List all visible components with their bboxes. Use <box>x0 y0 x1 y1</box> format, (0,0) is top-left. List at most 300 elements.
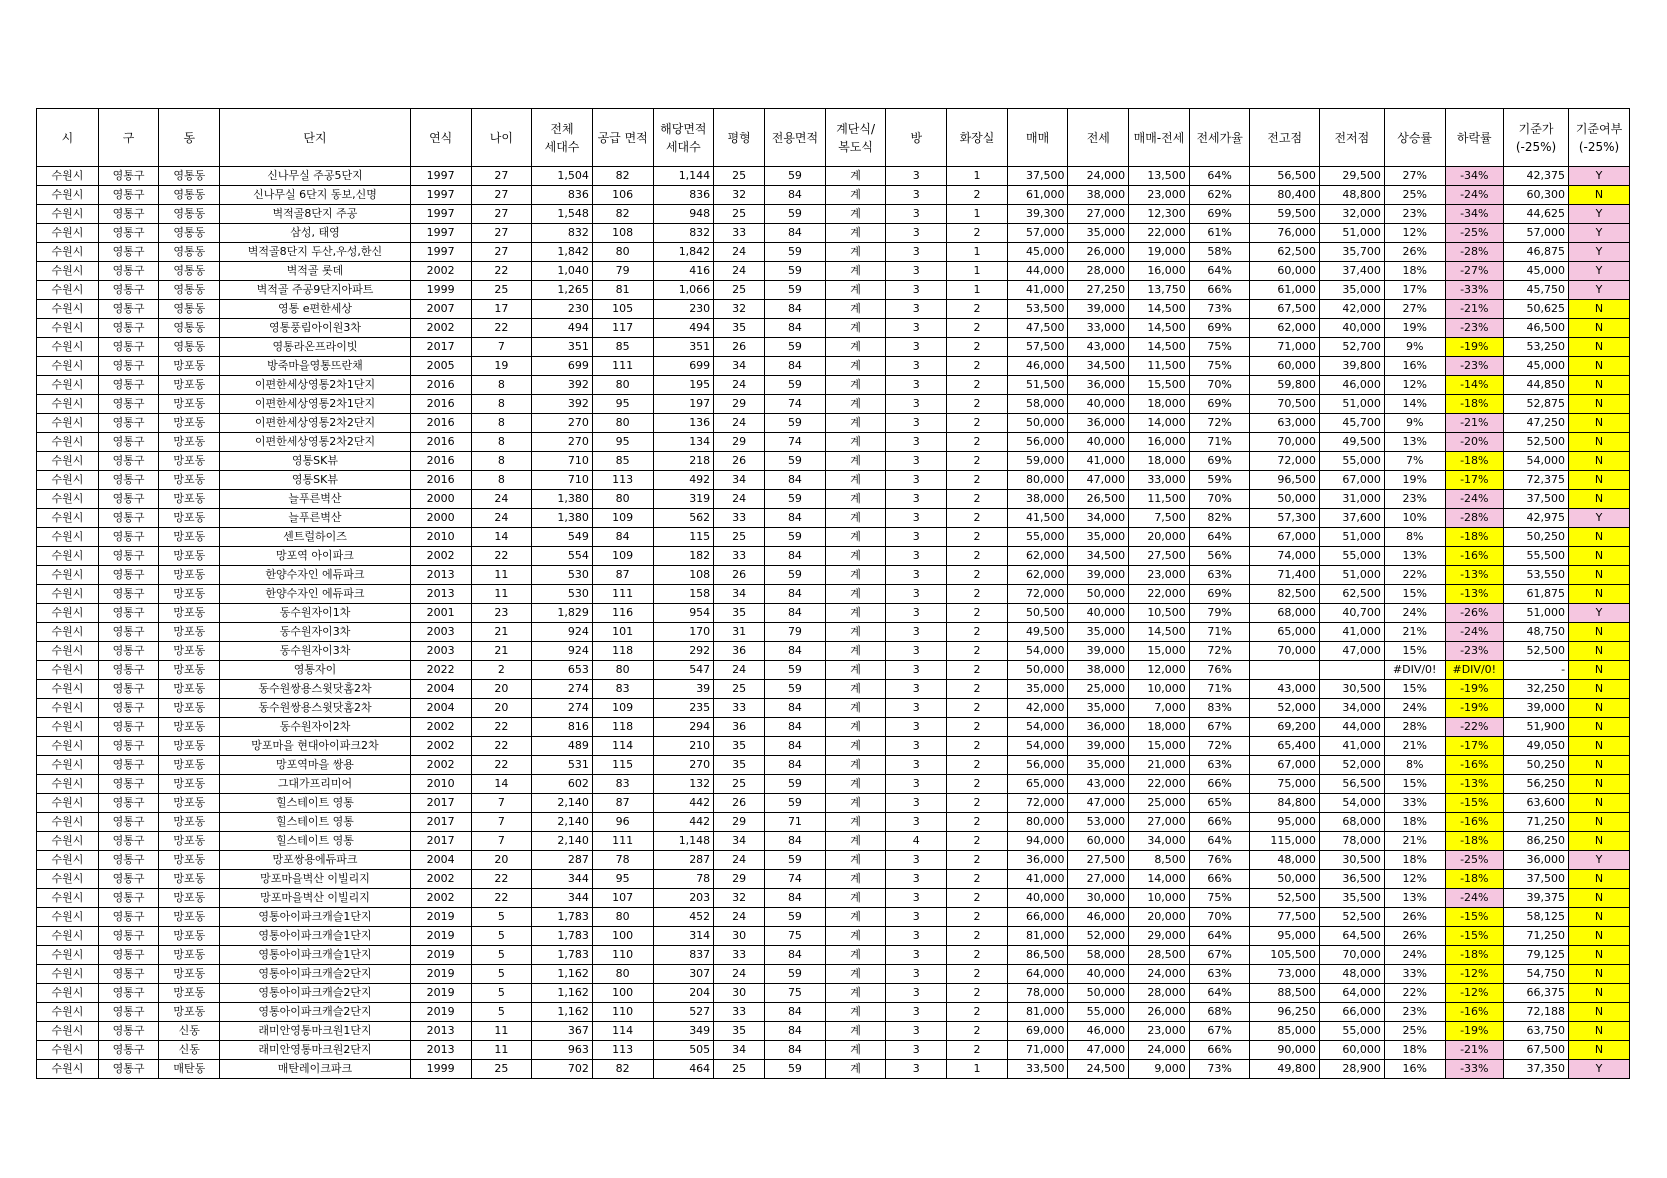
gap-cell: 11,500 <box>1129 490 1190 509</box>
sale-price-cell: 35,000 <box>1007 680 1068 699</box>
year-cell: 1997 <box>410 224 471 243</box>
table-row <box>37 395 1630 414</box>
year-cell: 2002 <box>410 756 471 775</box>
households-cell: 836 <box>532 186 593 205</box>
dong-cell: 망포동 <box>159 376 220 395</box>
dong-cell: 망포동 <box>159 680 220 699</box>
sale-price-cell: 94,000 <box>1007 832 1068 851</box>
table-row <box>37 433 1630 452</box>
peak-price-cell: 67,500 <box>1250 300 1319 319</box>
base-price-cell: 44,850 <box>1504 376 1569 395</box>
year-cell: 2016 <box>410 376 471 395</box>
bathrooms-cell: 2 <box>947 718 1008 737</box>
jeonse-ratio-cell: 70% <box>1189 908 1250 927</box>
low-price-cell: 56,500 <box>1319 775 1384 794</box>
low-price-cell: 35,500 <box>1319 889 1384 908</box>
stair-type-cell: 계 <box>825 224 886 243</box>
city-cell: 수원시 <box>37 414 99 433</box>
supply-area-cell: 95 <box>592 395 653 414</box>
supply-area-cell: 78 <box>592 851 653 870</box>
gap-cell: 14,500 <box>1129 338 1190 357</box>
supply-area-cell: 100 <box>592 927 653 946</box>
rooms-cell: 3 <box>886 414 947 433</box>
exclusive-area-cell: 84 <box>765 604 826 623</box>
rise-rate-cell: 19% <box>1384 471 1445 490</box>
pyeong-cell: 26 <box>714 452 765 471</box>
jeonse-ratio-cell: 66% <box>1189 775 1250 794</box>
base-flag-cell: Y <box>1569 262 1630 281</box>
complex-cell: 동수원자이2차 <box>220 718 411 737</box>
gap-cell: 12,000 <box>1129 661 1190 680</box>
fall-rate-cell: -15% <box>1445 794 1504 813</box>
table-row <box>37 642 1630 661</box>
complex-cell: 벽적골8단지 두산,우성,한신 <box>220 243 411 262</box>
age-cell: 2 <box>471 661 532 680</box>
year-cell: 2002 <box>410 737 471 756</box>
table-row <box>37 832 1630 851</box>
base-price-cell: 32,250 <box>1504 680 1569 699</box>
district-cell: 영통구 <box>98 927 159 946</box>
column-header: 동 <box>159 109 220 167</box>
area-households-cell: 351 <box>653 338 714 357</box>
gap-cell: 33,000 <box>1129 471 1190 490</box>
rooms-cell: 3 <box>886 1003 947 1022</box>
stair-type-cell: 계 <box>825 395 886 414</box>
gap-cell: 25,000 <box>1129 794 1190 813</box>
rooms-cell: 3 <box>886 319 947 338</box>
fall-rate-cell: -18% <box>1445 452 1504 471</box>
table-row <box>37 737 1630 756</box>
pyeong-cell: 33 <box>714 946 765 965</box>
fall-rate-cell: -15% <box>1445 927 1504 946</box>
city-cell: 수원시 <box>37 585 99 604</box>
age-cell: 7 <box>471 813 532 832</box>
exclusive-area-cell: 75 <box>765 927 826 946</box>
age-cell: 27 <box>471 186 532 205</box>
jeonse-price-cell: 27,500 <box>1068 851 1129 870</box>
table-row <box>37 965 1630 984</box>
jeonse-price-cell: 60,000 <box>1068 832 1129 851</box>
city-cell: 수원시 <box>37 1041 99 1060</box>
peak-price-cell: 76,000 <box>1250 224 1319 243</box>
jeonse-price-cell: 39,000 <box>1068 737 1129 756</box>
bathrooms-cell: 2 <box>947 984 1008 1003</box>
complex-cell: 래미안영통마크원2단지 <box>220 1041 411 1060</box>
dong-cell: 망포동 <box>159 547 220 566</box>
city-cell: 수원시 <box>37 870 99 889</box>
rooms-cell: 4 <box>886 832 947 851</box>
stair-type-cell: 계 <box>825 300 886 319</box>
stair-type-cell: 계 <box>825 433 886 452</box>
age-cell: 5 <box>471 984 532 1003</box>
pyeong-cell: 29 <box>714 870 765 889</box>
table-row <box>37 661 1630 680</box>
jeonse-ratio-cell: 64% <box>1189 832 1250 851</box>
jeonse-ratio-cell: 63% <box>1189 965 1250 984</box>
year-cell: 2002 <box>410 889 471 908</box>
dong-cell: 망포동 <box>159 452 220 471</box>
sale-price-cell: 37,500 <box>1007 167 1068 186</box>
households-cell: 1,783 <box>532 927 593 946</box>
base-price-cell: 48,750 <box>1504 623 1569 642</box>
column-header: 전체 세대수 <box>532 109 593 167</box>
supply-area-cell: 105 <box>592 300 653 319</box>
rooms-cell: 3 <box>886 167 947 186</box>
age-cell: 5 <box>471 908 532 927</box>
sale-price-cell: 86,500 <box>1007 946 1068 965</box>
pyeong-cell: 25 <box>714 680 765 699</box>
district-cell: 영통구 <box>98 604 159 623</box>
sale-price-cell: 51,500 <box>1007 376 1068 395</box>
rooms-cell: 3 <box>886 699 947 718</box>
rooms-cell: 3 <box>886 357 947 376</box>
complex-cell: 영통아이파크캐슬1단지 <box>220 927 411 946</box>
dong-cell: 망포동 <box>159 661 220 680</box>
households-cell: 530 <box>532 566 593 585</box>
jeonse-price-cell: 24,000 <box>1068 167 1129 186</box>
base-price-cell: 37,500 <box>1504 490 1569 509</box>
city-cell: 수원시 <box>37 756 99 775</box>
dong-cell: 망포동 <box>159 794 220 813</box>
pyeong-cell: 33 <box>714 509 765 528</box>
households-cell: 1,783 <box>532 908 593 927</box>
dong-cell: 망포동 <box>159 775 220 794</box>
exclusive-area-cell: 84 <box>765 186 826 205</box>
fall-rate-cell: -18% <box>1445 870 1504 889</box>
bathrooms-cell: 1 <box>947 243 1008 262</box>
rise-rate-cell: 15% <box>1384 642 1445 661</box>
column-header: 매매-전세 <box>1129 109 1190 167</box>
year-cell: 2005 <box>410 357 471 376</box>
pyeong-cell: 36 <box>714 718 765 737</box>
age-cell: 22 <box>471 262 532 281</box>
pyeong-cell: 29 <box>714 813 765 832</box>
dong-cell: 망포동 <box>159 585 220 604</box>
supply-area-cell: 80 <box>592 376 653 395</box>
fall-rate-cell: -19% <box>1445 338 1504 357</box>
sale-price-cell: 41,000 <box>1007 870 1068 889</box>
pyeong-cell: 34 <box>714 471 765 490</box>
age-cell: 8 <box>471 414 532 433</box>
bathrooms-cell: 2 <box>947 1041 1008 1060</box>
base-price-cell: 45,000 <box>1504 357 1569 376</box>
households-cell: 270 <box>532 414 593 433</box>
pyeong-cell: 26 <box>714 566 765 585</box>
rooms-cell: 3 <box>886 661 947 680</box>
bathrooms-cell: 2 <box>947 927 1008 946</box>
base-flag-cell: N <box>1569 813 1630 832</box>
stair-type-cell: 계 <box>825 794 886 813</box>
district-cell: 영통구 <box>98 699 159 718</box>
gap-cell: 14,500 <box>1129 300 1190 319</box>
rooms-cell: 3 <box>886 186 947 205</box>
jeonse-ratio-cell: 56% <box>1189 547 1250 566</box>
table-row <box>37 984 1630 1003</box>
column-header: 계단식/ 복도식 <box>825 109 886 167</box>
city-cell: 수원시 <box>37 167 99 186</box>
rooms-cell: 3 <box>886 870 947 889</box>
year-cell: 2002 <box>410 718 471 737</box>
fall-rate-cell: -28% <box>1445 509 1504 528</box>
stair-type-cell: 계 <box>825 376 886 395</box>
age-cell: 7 <box>471 338 532 357</box>
gap-cell: 27,000 <box>1129 813 1190 832</box>
area-households-cell: 505 <box>653 1041 714 1060</box>
bathrooms-cell: 2 <box>947 908 1008 927</box>
jeonse-ratio-cell: 76% <box>1189 851 1250 870</box>
table-row <box>37 262 1630 281</box>
exclusive-area-cell: 84 <box>765 832 826 851</box>
age-cell: 8 <box>471 471 532 490</box>
sale-price-cell: 64,000 <box>1007 965 1068 984</box>
base-flag-cell: N <box>1569 718 1630 737</box>
peak-price-cell: 71,000 <box>1250 338 1319 357</box>
fall-rate-cell: -20% <box>1445 433 1504 452</box>
base-price-cell: 52,875 <box>1504 395 1569 414</box>
jeonse-ratio-cell: 73% <box>1189 300 1250 319</box>
city-cell: 수원시 <box>37 452 99 471</box>
base-price-cell: 60,300 <box>1504 186 1569 205</box>
stair-type-cell: 계 <box>825 889 886 908</box>
dong-cell: 망포동 <box>159 471 220 490</box>
households-cell: 270 <box>532 433 593 452</box>
pyeong-cell: 34 <box>714 585 765 604</box>
jeonse-price-cell: 53,000 <box>1068 813 1129 832</box>
pyeong-cell: 32 <box>714 300 765 319</box>
sale-price-cell: 41,000 <box>1007 281 1068 300</box>
complex-cell: 이편한세상영통2차1단지 <box>220 376 411 395</box>
year-cell: 2004 <box>410 680 471 699</box>
supply-area-cell: 111 <box>592 832 653 851</box>
rise-rate-cell: 13% <box>1384 889 1445 908</box>
year-cell: 2019 <box>410 927 471 946</box>
dong-cell: 영통동 <box>159 167 220 186</box>
rooms-cell: 3 <box>886 452 947 471</box>
dong-cell: 망포동 <box>159 908 220 927</box>
rooms-cell: 3 <box>886 851 947 870</box>
area-households-cell: 197 <box>653 395 714 414</box>
gap-cell: 15,500 <box>1129 376 1190 395</box>
city-cell: 수원시 <box>37 965 99 984</box>
fall-rate-cell: -19% <box>1445 680 1504 699</box>
base-price-cell: 50,250 <box>1504 756 1569 775</box>
sale-price-cell: 62,000 <box>1007 547 1068 566</box>
peak-price-cell: 77,500 <box>1250 908 1319 927</box>
stair-type-cell: 계 <box>825 414 886 433</box>
peak-price-cell: 62,000 <box>1250 319 1319 338</box>
stair-type-cell: 계 <box>825 452 886 471</box>
households-cell: 653 <box>532 661 593 680</box>
gap-cell: 18,000 <box>1129 395 1190 414</box>
peak-price-cell: 59,800 <box>1250 376 1319 395</box>
year-cell: 2016 <box>410 433 471 452</box>
fall-rate-cell: #DIV/0! <box>1445 661 1504 680</box>
complex-cell: 힐스테이트 영통 <box>220 832 411 851</box>
exclusive-area-cell: 84 <box>765 547 826 566</box>
peak-price-cell: 63,000 <box>1250 414 1319 433</box>
rooms-cell: 3 <box>886 281 947 300</box>
pyeong-cell: 24 <box>714 376 765 395</box>
gap-cell: 14,000 <box>1129 870 1190 889</box>
year-cell: 2013 <box>410 585 471 604</box>
supply-area-cell: 83 <box>592 680 653 699</box>
low-price-cell: 52,500 <box>1319 908 1384 927</box>
low-price-cell: 46,000 <box>1319 376 1384 395</box>
supply-area-cell: 100 <box>592 984 653 1003</box>
base-price-cell: 63,750 <box>1504 1022 1569 1041</box>
base-price-cell: 55,500 <box>1504 547 1569 566</box>
complex-cell: 늘푸른벽산 <box>220 490 411 509</box>
exclusive-area-cell: 59 <box>765 661 826 680</box>
rooms-cell: 3 <box>886 737 947 756</box>
city-cell: 수원시 <box>37 908 99 927</box>
district-cell: 영통구 <box>98 319 159 338</box>
base-flag-cell: N <box>1569 775 1630 794</box>
complex-cell: 신나무실 6단지 동보,신명 <box>220 186 411 205</box>
pyeong-cell: 35 <box>714 604 765 623</box>
base-price-cell: 37,350 <box>1504 1060 1569 1079</box>
age-cell: 14 <box>471 775 532 794</box>
sale-price-cell: 50,500 <box>1007 604 1068 623</box>
peak-price-cell: 115,000 <box>1250 832 1319 851</box>
bathrooms-cell: 2 <box>947 585 1008 604</box>
bathrooms-cell: 2 <box>947 813 1008 832</box>
pyeong-cell: 24 <box>714 908 765 927</box>
complex-cell: 이편한세상영통2차2단지 <box>220 414 411 433</box>
age-cell: 5 <box>471 927 532 946</box>
area-households-cell: 547 <box>653 661 714 680</box>
age-cell: 7 <box>471 832 532 851</box>
table-row <box>37 338 1630 357</box>
bathrooms-cell: 2 <box>947 490 1008 509</box>
low-price-cell: 52,700 <box>1319 338 1384 357</box>
fall-rate-cell: -27% <box>1445 262 1504 281</box>
sale-price-cell: 53,500 <box>1007 300 1068 319</box>
year-cell: 2016 <box>410 414 471 433</box>
rooms-cell: 3 <box>886 756 947 775</box>
base-price-cell: 86,250 <box>1504 832 1569 851</box>
city-cell: 수원시 <box>37 1022 99 1041</box>
city-cell: 수원시 <box>37 376 99 395</box>
gap-cell: 14,000 <box>1129 414 1190 433</box>
dong-cell: 영통동 <box>159 319 220 338</box>
base-flag-cell: Y <box>1569 243 1630 262</box>
rooms-cell: 3 <box>886 471 947 490</box>
rooms-cell: 3 <box>886 775 947 794</box>
peak-price-cell: 65,000 <box>1250 623 1319 642</box>
gap-cell: 14,500 <box>1129 623 1190 642</box>
households-cell: 963 <box>532 1041 593 1060</box>
jeonse-price-cell: 36,000 <box>1068 376 1129 395</box>
jeonse-ratio-cell: 62% <box>1189 186 1250 205</box>
rise-rate-cell: 12% <box>1384 224 1445 243</box>
jeonse-price-cell: 36,000 <box>1068 414 1129 433</box>
low-price-cell: 64,500 <box>1319 927 1384 946</box>
households-cell: 274 <box>532 699 593 718</box>
exclusive-area-cell: 84 <box>765 946 826 965</box>
base-flag-cell: N <box>1569 452 1630 471</box>
rooms-cell: 3 <box>886 490 947 509</box>
year-cell: 1997 <box>410 186 471 205</box>
jeonse-price-cell: 34,500 <box>1068 357 1129 376</box>
fall-rate-cell: -24% <box>1445 623 1504 642</box>
households-cell: 1,380 <box>532 509 593 528</box>
pyeong-cell: 25 <box>714 167 765 186</box>
peak-price-cell: 69,200 <box>1250 718 1319 737</box>
age-cell: 17 <box>471 300 532 319</box>
column-header: 연식 <box>410 109 471 167</box>
base-price-cell: - <box>1504 661 1569 680</box>
rise-rate-cell: 13% <box>1384 547 1445 566</box>
jeonse-ratio-cell: 71% <box>1189 623 1250 642</box>
pyeong-cell: 34 <box>714 1041 765 1060</box>
area-households-cell: 416 <box>653 262 714 281</box>
jeonse-price-cell: 27,000 <box>1068 870 1129 889</box>
complex-cell: 이편한세상영통2차1단지 <box>220 395 411 414</box>
exclusive-area-cell: 59 <box>765 452 826 471</box>
age-cell: 5 <box>471 1003 532 1022</box>
jeonse-ratio-cell: 75% <box>1189 338 1250 357</box>
stair-type-cell: 계 <box>825 1041 886 1060</box>
gap-cell: 23,000 <box>1129 566 1190 585</box>
age-cell: 20 <box>471 851 532 870</box>
rooms-cell: 3 <box>886 243 947 262</box>
fall-rate-cell: -24% <box>1445 490 1504 509</box>
dong-cell: 망포동 <box>159 490 220 509</box>
sale-price-cell: 55,000 <box>1007 528 1068 547</box>
pyeong-cell: 25 <box>714 281 765 300</box>
district-cell: 영통구 <box>98 471 159 490</box>
exclusive-area-cell: 84 <box>765 471 826 490</box>
low-price-cell: 37,400 <box>1319 262 1384 281</box>
city-cell: 수원시 <box>37 205 99 224</box>
low-price-cell: 44,000 <box>1319 718 1384 737</box>
fall-rate-cell: -33% <box>1445 281 1504 300</box>
jeonse-ratio-cell: 69% <box>1189 585 1250 604</box>
supply-area-cell: 85 <box>592 452 653 471</box>
bathrooms-cell: 2 <box>947 699 1008 718</box>
age-cell: 19 <box>471 357 532 376</box>
jeonse-price-cell: 38,000 <box>1068 186 1129 205</box>
city-cell: 수원시 <box>37 528 99 547</box>
age-cell: 22 <box>471 756 532 775</box>
low-price-cell: 28,900 <box>1319 1060 1384 1079</box>
low-price-cell: 67,000 <box>1319 471 1384 490</box>
pyeong-cell: 33 <box>714 547 765 566</box>
city-cell: 수원시 <box>37 300 99 319</box>
supply-area-cell: 115 <box>592 756 653 775</box>
table-row <box>37 471 1630 490</box>
gap-cell: 7,500 <box>1129 509 1190 528</box>
stair-type-cell: 계 <box>825 718 886 737</box>
district-cell: 영통구 <box>98 300 159 319</box>
supply-area-cell: 83 <box>592 775 653 794</box>
city-cell: 수원시 <box>37 338 99 357</box>
sale-price-cell: 45,000 <box>1007 243 1068 262</box>
complex-cell: 망포마을 현대아이파크2차 <box>220 737 411 756</box>
jeonse-ratio-cell: 66% <box>1189 870 1250 889</box>
year-cell: 2016 <box>410 452 471 471</box>
jeonse-price-cell: 28,000 <box>1068 262 1129 281</box>
rise-rate-cell: 23% <box>1384 1003 1445 1022</box>
gap-cell: 20,000 <box>1129 908 1190 927</box>
district-cell: 영통구 <box>98 832 159 851</box>
supply-area-cell: 80 <box>592 661 653 680</box>
fall-rate-cell: -16% <box>1445 547 1504 566</box>
complex-cell: 매탄레이크파크 <box>220 1060 411 1079</box>
column-header: 전세가율 <box>1189 109 1250 167</box>
column-header: 전세 <box>1068 109 1129 167</box>
